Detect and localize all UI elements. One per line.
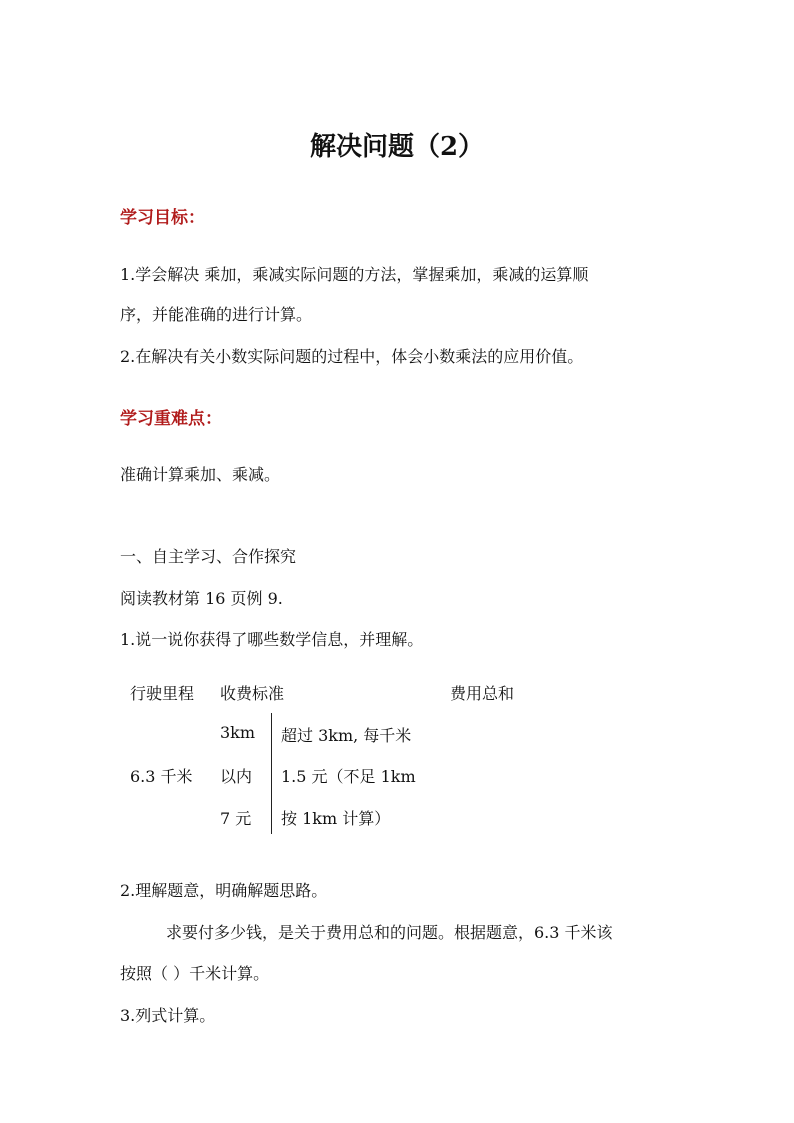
fare-base-line-1: 3km <box>220 723 256 742</box>
fare-divider-line <box>271 713 272 834</box>
step-2-line-2: 按照（ ）千米计算。 <box>120 964 270 983</box>
objective-item-1-line-2: 序，并能准确的进行计算。 <box>120 305 313 324</box>
fare-header-total: 费用总和 <box>450 684 515 703</box>
fare-base-line-3: 7 元 <box>220 809 252 828</box>
fare-header-standard: 收费标准 <box>220 684 285 703</box>
page-title: 解决问题（2） <box>309 132 485 162</box>
key-points-heading: 学习重难点： <box>120 409 222 429</box>
fare-base-line-2: 以内 <box>220 767 253 786</box>
fare-extra-line-2: 1.5 元（不足 1km <box>281 767 416 786</box>
fare-extra-line-1: 超过 3km, 每千米 <box>281 726 412 745</box>
read-textbook-line: 阅读教材第 16 页例 9. <box>120 589 283 608</box>
objectives-heading: 学习目标： <box>120 208 205 228</box>
step-1-text: 1.说一说你获得了哪些数学信息，并理解。 <box>120 630 424 649</box>
section-1-heading: 一、自主学习、合作探究 <box>120 547 297 566</box>
step-2-line-1: 求要付多少钱，是关于费用总和的问题。根据题意，6.3 千米该 <box>166 923 613 942</box>
objective-item-2: 2.在解决有关小数实际问题的过程中，体会小数乘法的应用价值。 <box>120 347 584 366</box>
step-2-heading: 2.理解题意，明确解题思路。 <box>120 881 328 900</box>
key-points-text: 准确计算乘加、乘减。 <box>120 465 281 484</box>
fare-distance-value: 6.3 千米 <box>130 767 193 786</box>
objective-item-1-line-1: 1.学会解决 乘加，乘减实际问题的方法，掌握乘加，乘减的运算顺 <box>120 265 589 284</box>
step-3-heading: 3.列式计算。 <box>120 1006 216 1025</box>
fare-header-distance: 行驶里程 <box>130 684 195 703</box>
fare-extra-line-3: 按 1km 计算） <box>281 809 391 828</box>
